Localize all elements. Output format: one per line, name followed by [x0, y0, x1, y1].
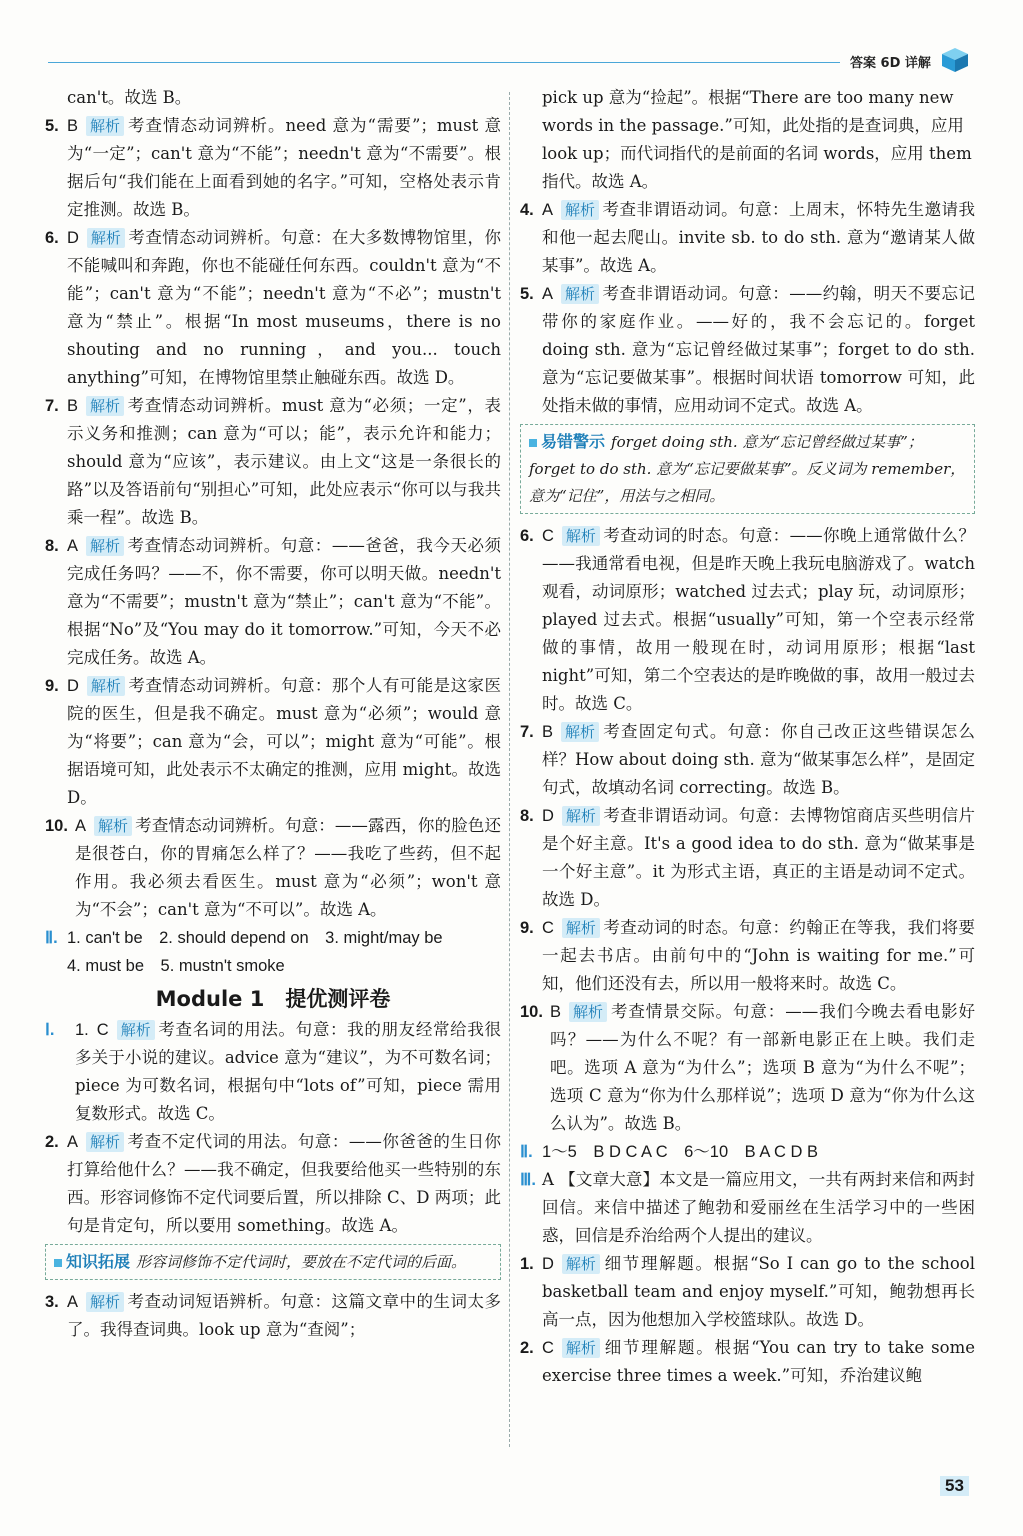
- analysis-tag: 解析: [94, 816, 132, 836]
- item-number: 2.: [520, 1339, 534, 1357]
- item-text: 考查情态动词辨析。need 意为“需要”；must 意为“一定”；can't 意为“不能”；needn't 意为“不需要”。根据后句“我们能在上面看到她的名字。”可知，空格处表示肯定推测。故选 B。: [67, 116, 501, 219]
- item-number: 7.: [520, 723, 534, 741]
- item-text: 考查非谓语动词。句意：去博物馆商店买些明信片是个好主意。It's a good idea to do sth. 意为“做某事是一个好主意”。it 为形式主语，真正的主语是动词不定式。故选 D。: [542, 806, 975, 909]
- module-item-2: [45, 1128, 501, 1240]
- item-text: 考查名词的用法。句意：我的朋友经常给我很多关于小说的建议。advice 意为“建议”，为不可数名词；piece 为可数名词，根据句中“lots of”可知，piece 需用复数形式。故选 C。: [75, 1020, 501, 1123]
- item-text: 考查固定句式。句意：你自己改正这些错误怎么样？How about doing sth. 意为“做某事怎么样”，是固定句式，故填动名词 correcting。故选 B。: [542, 722, 975, 797]
- knowledge-tip-box: [45, 1244, 501, 1280]
- analysis-tag: 解析: [561, 722, 599, 742]
- item-number: 5.: [520, 285, 534, 303]
- page-number: 53: [940, 1476, 969, 1496]
- tip-label: 知识拓展: [54, 1252, 130, 1271]
- item-number: 4.: [520, 201, 534, 219]
- item-number: 1.: [75, 1021, 89, 1039]
- item-answer: B: [542, 723, 554, 741]
- section-roman-numeral: Ⅲ.: [520, 1171, 536, 1189]
- item-text: 考查情态动词辨析。句意：在大多数博物馆里，你不能喊叫和奔跑，你也不能碰任何东西。couldn't 意为“不能”；can't 意为“不能”；needn't 意为“不必”；mustn't 意为“禁止”。根据“In most museums，there is no shouting and no running，and you... touch anything”可知，在博物馆里禁止触碰东西。故选 D。: [67, 228, 501, 387]
- section-2-answers: [520, 1138, 975, 1166]
- item-number: 1.: [520, 1255, 534, 1273]
- item-text: 细节理解题。根据“So I can go to the school basketball team and enjoy myself.”可知，鲍勃想再长高一点，因为他想加入学校篮球队。故选 D。: [542, 1254, 975, 1329]
- item-number: 3.: [45, 1293, 59, 1311]
- module-item-9: [520, 914, 975, 998]
- module-item-7: [520, 718, 975, 802]
- reading-item-1: [520, 1250, 975, 1334]
- item-text: 考查情景交际。句意：——我们今晚去看电影好吗？——为什么不呢？有一部新电影正在上映。我们走吧。选项 A 意为“为什么”；选项 B 意为“为什么不呢”；选项 C 意为“你为什么那样说”；选项 D 意为“你为什么这么认为”。故选 B。: [550, 1002, 975, 1133]
- analysis-tag: 解析: [569, 1002, 607, 1022]
- column-divider: [509, 92, 510, 1447]
- item-number: 2.: [45, 1133, 59, 1151]
- analysis-tag: 解析: [87, 676, 125, 696]
- analysis-tag: 解析: [86, 396, 124, 416]
- module-item-1: [45, 1016, 501, 1128]
- item-text: 考查动词短语辨析。句意：这篇文章中的生词太多了。我得查词典。look up 意为“查阅”；: [67, 1292, 501, 1339]
- item-answer: D: [67, 229, 79, 247]
- analysis-tag: 解析: [86, 1132, 124, 1152]
- fill-answers-line-1: 1. can't be 2. should depend on 3. might/may be: [67, 929, 443, 947]
- answer-item-8: [45, 532, 501, 672]
- answer-item-10: [45, 812, 501, 924]
- item-answer: D: [67, 677, 79, 695]
- item-number: 9.: [520, 919, 534, 937]
- analysis-tag: 解析: [86, 1292, 124, 1312]
- left-continuation: can't。故选 B。: [67, 88, 192, 107]
- answer-item-6: [45, 224, 501, 392]
- analysis-tag: 解析: [562, 1254, 600, 1274]
- item-text: 考查非谓语动词。句意：——约翰，明天不要忘记带你的家庭作业。——好的，我不会忘记的。forget doing sth. 意为“忘记曾经做过某事”；forget to do sth. 意为“忘记要做某事”。根据时间状语 tomorrow 可知，此处指未做的事情，应用动词不定式。故选 A。: [542, 284, 975, 415]
- item-text: 考查情态动词辨析。句意：——爸爸，我今天必须完成任务吗？——不，你不需要，你可以明天做。needn't 意为“不需要”；mustn't 意为“禁止”；can't 意为“不能”。根据“No”及“You may do it tomorrow.”可知，今天不必完成任务。故选 A。: [67, 536, 501, 667]
- item-answer: D: [542, 807, 554, 825]
- analysis-tag: 解析: [86, 116, 124, 136]
- module-item-10: [520, 998, 975, 1138]
- item-number: 6.: [45, 229, 59, 247]
- section-roman-numeral: Ⅰ.: [45, 1021, 55, 1039]
- error-warning-box: [520, 424, 975, 514]
- item-number: 7.: [45, 397, 59, 415]
- item-text: 考查情态动词辨析。must 意为“必须；一定”，表示义务和推测；can 意为“可以；能”，表示允许和能力；should 意为“应该”，表示建议。由上文“这是一条很长的路”以及答语前句“别担心”可知，此处应表示“你可以与我共乘一程”。故选 B。: [67, 396, 501, 527]
- item-number: 8.: [520, 807, 534, 825]
- item-text: 考查非谓语动词。句意：上周末，怀特先生邀请我和他一起去爬山。invite sb. to do sth. 意为“邀请某人做某事”。故选 A。: [542, 200, 975, 275]
- item-answer: A: [67, 1133, 79, 1151]
- analysis-tag: 解析: [86, 536, 124, 556]
- item-answer: A: [75, 817, 87, 835]
- item-number: 6.: [520, 527, 534, 545]
- analysis-tag: 解析: [561, 284, 599, 304]
- item-answer: A: [67, 537, 79, 555]
- item-answer: C: [542, 919, 554, 937]
- right-column: [520, 84, 975, 1390]
- item-text: 考查动词的时态。句意：——你晚上通常做什么？——我通常看电视，但是昨天晚上我玩电脑游戏了。watch 观看，动词原形；watched 过去式；play 玩，动词原形；played 过去式。根据“usually”可知，第一个空表示经常做的事情，故用一般现在时，动词用原形；根据“last night”可知，第二个空表达的是昨晚做的事，故用一般过去时。故选 C。: [542, 526, 975, 713]
- tip-text: forget doing sth. 意为“忘记曾经做过某事”；forget to do sth. 意为“忘记要做某事”。反义词为 remember，意为“记住”，用法与之相同。: [529, 433, 966, 505]
- item-answer: A: [542, 285, 554, 303]
- left-column: [45, 84, 501, 1344]
- section-roman-numeral: Ⅱ.: [45, 929, 58, 947]
- item-text: 考查情态动词辨析。句意：那个人有可能是这家医院的医生，但是我不确定。must 意为“必须”；would 意为“将要”；can 意为“会，可以”；might 意为“可能”。根据语境可知，此处表示不太确定的推测，应用 might。故选 D。: [67, 676, 501, 807]
- item-text: 考查情态动词辨析。句意：——露西，你的脸色还是很苍白，你的胃痛怎么样了？——我吃了些药，但不起作用。我必须去看医生。must 意为“必须”；won't 意为“不会”；can't 意为“不可以”。故选 A。: [75, 816, 501, 919]
- analysis-tag: 解析: [562, 806, 600, 826]
- section-summary-text: A 【文章大意】本文是一篇应用文，一共有两封来信和两封回信。来信中描述了鲍勃和爱丽丝在生活学习中的一些困惑，回信是乔治给两个人提出的建议。: [542, 1170, 975, 1245]
- module-item-5: [520, 280, 975, 420]
- item-answer: C: [96, 1021, 109, 1039]
- item-answer: B: [67, 117, 79, 135]
- answer-item-5: [45, 112, 501, 224]
- item-answer: B: [67, 397, 79, 415]
- module-title: Module 1 提优测评卷: [155, 987, 391, 1011]
- section-3-summary: [520, 1166, 975, 1250]
- item-answer: A: [542, 201, 554, 219]
- item-answer: B: [550, 1003, 562, 1021]
- header-rule: [48, 62, 840, 63]
- analysis-tag: 解析: [117, 1020, 155, 1040]
- item-number: 10.: [520, 1003, 543, 1021]
- item-number: 10.: [45, 817, 68, 835]
- analysis-tag: 解析: [562, 918, 600, 938]
- item-answer: A: [67, 1293, 79, 1311]
- answer-item-7: [45, 392, 501, 532]
- item-answer: C: [542, 1339, 554, 1357]
- choice-answers: 1～5 B D C A C 6～10 B A C D B: [542, 1143, 819, 1161]
- item-number: 5.: [45, 117, 59, 135]
- item-number: 9.: [45, 677, 59, 695]
- right-continuation: pick up 意为“捡起”。根据“There are too many new words in the passage.”可知，此处指的是查词典，应用 look up；而代词指代的是前面的名词 words，应用 them 指代。故选 A。: [542, 88, 972, 191]
- section-2-answers: [45, 924, 501, 980]
- item-text: 考查不定代词的用法。句意：——你爸爸的生日你打算给他什么？——我不确定，但我要给他买一些特别的东西。形容词修饰不定代词要后置，所以排除 C、D 两项；此句是肯定句，所以要用 something。故选 A。: [67, 1132, 501, 1235]
- module-item-3: [45, 1288, 501, 1344]
- item-number: 8.: [45, 537, 59, 555]
- module-item-8: [520, 802, 975, 914]
- analysis-tag: 解析: [562, 526, 600, 546]
- item-answer: C: [542, 527, 554, 545]
- header-title: 答案 6D 详解: [850, 56, 931, 71]
- fill-answers-line-2: 4. must be 5. mustn't smoke: [67, 957, 285, 975]
- item-text: 细节理解题。根据“You can try to take some exercise three times a week.”可知，乔治建议鲍: [542, 1338, 975, 1385]
- item-text: 考查动词的时态。句意：约翰正在等我，我们将要一起去书店。由前句中的“John is waiting for me.”可知，他们还没有去，所以用一般将来时。故选 C。: [542, 918, 975, 993]
- analysis-tag: 解析: [561, 200, 599, 220]
- analysis-tag: 解析: [562, 1338, 600, 1358]
- item-answer: D: [542, 1255, 554, 1273]
- cube-logo-icon: [940, 46, 970, 74]
- module-item-4: [520, 196, 975, 280]
- tip-label: 易错警示: [529, 432, 605, 451]
- module-item-6: [520, 522, 975, 718]
- reading-item-2: [520, 1334, 975, 1390]
- section-roman-numeral: Ⅱ.: [520, 1143, 533, 1161]
- answer-item-9: [45, 672, 501, 812]
- analysis-tag: 解析: [87, 228, 125, 248]
- tip-text: 形容词修饰不定代词时，要放在不定代词的后面。: [136, 1253, 467, 1271]
